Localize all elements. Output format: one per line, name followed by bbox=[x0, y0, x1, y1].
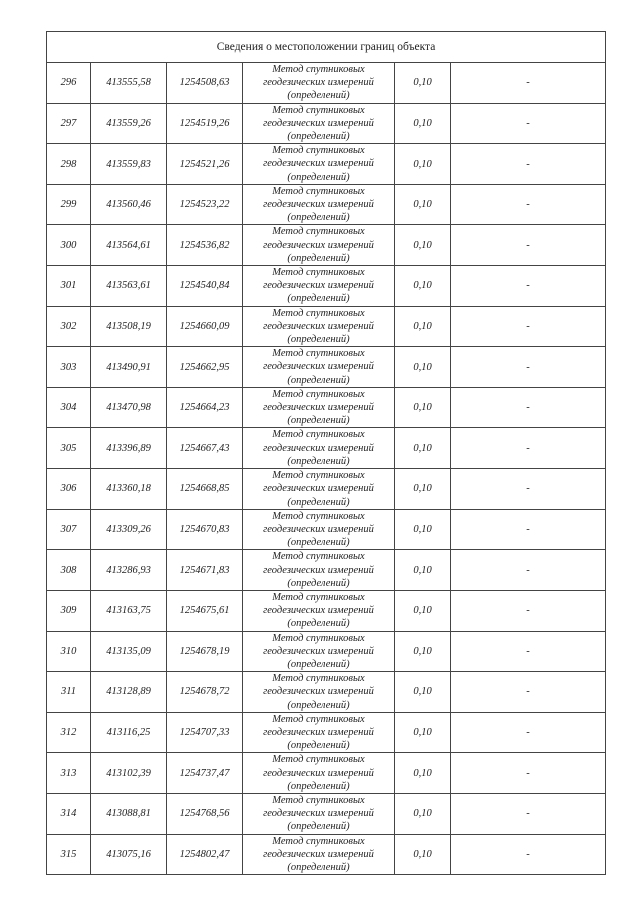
method-cell bbox=[243, 387, 395, 428]
coordinate-y-cell: 1254802,47 bbox=[167, 834, 243, 875]
document-page bbox=[46, 31, 605, 875]
accuracy-cell: 0,10 bbox=[395, 509, 451, 550]
method-line: Метод спутниковых bbox=[272, 429, 365, 441]
method-line: Метод спутниковых bbox=[272, 307, 365, 319]
method-line: Метод спутниковых bbox=[272, 267, 365, 279]
method-cell bbox=[243, 103, 395, 144]
point-number-cell: 315 bbox=[47, 834, 91, 875]
point-number-cell: 310 bbox=[47, 631, 91, 672]
method-line: геодезических измерений bbox=[263, 726, 374, 738]
coordinate-x-cell: 413102,39 bbox=[91, 753, 167, 794]
accuracy-cell: 0,10 bbox=[395, 306, 451, 347]
coordinate-x-cell: 413360,18 bbox=[91, 469, 167, 510]
method-line: геодезических измерений bbox=[263, 605, 374, 617]
method-line: Метод спутниковых bbox=[272, 591, 365, 603]
note-cell: - bbox=[451, 387, 606, 428]
note-cell: - bbox=[451, 428, 606, 469]
coordinate-x-cell: 413286,93 bbox=[91, 550, 167, 591]
method-line: геодезических измерений bbox=[263, 442, 374, 454]
method-line: (определений) bbox=[287, 577, 350, 589]
point-number-cell: 312 bbox=[47, 712, 91, 753]
note-cell: - bbox=[451, 266, 606, 307]
method-cell bbox=[243, 834, 395, 875]
point-number-cell: 300 bbox=[47, 225, 91, 266]
accuracy-cell: 0,10 bbox=[395, 672, 451, 713]
method-line: (определений) bbox=[287, 131, 350, 143]
point-number-cell: 307 bbox=[47, 509, 91, 550]
note-cell: - bbox=[451, 793, 606, 834]
method-cell bbox=[243, 590, 395, 631]
coordinate-y-cell: 1254668,85 bbox=[167, 469, 243, 510]
accuracy-cell: 0,10 bbox=[395, 550, 451, 591]
coordinate-x-cell: 413163,75 bbox=[91, 590, 167, 631]
method-cell bbox=[243, 184, 395, 225]
method-line: геодезических измерений bbox=[263, 483, 374, 495]
method-line: (определений) bbox=[287, 171, 350, 183]
method-cell bbox=[243, 631, 395, 672]
coordinate-x-cell: 413116,25 bbox=[91, 712, 167, 753]
method-line: геодезических измерений bbox=[263, 523, 374, 535]
coordinate-x-cell: 413088,81 bbox=[91, 793, 167, 834]
coordinate-x-cell: 413555,58 bbox=[91, 63, 167, 104]
coordinate-y-cell: 1254678,19 bbox=[167, 631, 243, 672]
method-line: (определений) bbox=[287, 334, 350, 346]
coordinate-y-cell: 1254664,23 bbox=[167, 387, 243, 428]
coordinate-y-cell: 1254667,43 bbox=[167, 428, 243, 469]
note-cell: - bbox=[451, 712, 606, 753]
table-row bbox=[47, 225, 606, 266]
accuracy-cell: 0,10 bbox=[395, 387, 451, 428]
method-cell bbox=[243, 712, 395, 753]
accuracy-cell: 0,10 bbox=[395, 225, 451, 266]
method-cell bbox=[243, 225, 395, 266]
note-cell: - bbox=[451, 306, 606, 347]
method-line: геодезических измерений bbox=[263, 808, 374, 820]
method-cell bbox=[243, 753, 395, 794]
table-row bbox=[47, 103, 606, 144]
point-number-cell: 299 bbox=[47, 184, 91, 225]
method-line: геодезических измерений bbox=[263, 645, 374, 657]
method-line: Метод спутниковых bbox=[272, 64, 365, 75]
coordinate-x-cell: 413470,98 bbox=[91, 387, 167, 428]
coordinate-y-cell: 1254662,95 bbox=[167, 347, 243, 388]
method-line: геодезических измерений bbox=[263, 686, 374, 698]
method-line: (определений) bbox=[287, 821, 350, 833]
accuracy-cell: 0,10 bbox=[395, 144, 451, 185]
method-cell bbox=[243, 509, 395, 550]
table-row bbox=[47, 753, 606, 794]
method-line: Метод спутниковых bbox=[272, 835, 365, 847]
table-row bbox=[47, 184, 606, 225]
coordinate-x-cell: 413563,61 bbox=[91, 266, 167, 307]
note-cell: - bbox=[451, 225, 606, 266]
method-cell bbox=[243, 347, 395, 388]
method-line: геодезических измерений bbox=[263, 158, 374, 170]
coordinate-y-cell: 1254508,63 bbox=[167, 63, 243, 104]
method-line: (определений) bbox=[287, 293, 350, 305]
coordinate-y-cell: 1254536,82 bbox=[167, 225, 243, 266]
table-row bbox=[47, 550, 606, 591]
point-number-cell: 298 bbox=[47, 144, 91, 185]
method-line: Метод спутниковых bbox=[272, 632, 365, 644]
accuracy-cell: 0,10 bbox=[395, 631, 451, 672]
method-line: Метод спутниковых bbox=[272, 104, 365, 116]
point-number-cell: 311 bbox=[47, 672, 91, 713]
method-line: Метод спутниковых bbox=[272, 754, 365, 766]
point-number-cell: 313 bbox=[47, 753, 91, 794]
method-cell bbox=[243, 266, 395, 307]
method-cell bbox=[243, 550, 395, 591]
table-row bbox=[47, 63, 606, 104]
method-line: Метод спутниковых bbox=[272, 348, 365, 360]
note-cell: - bbox=[451, 103, 606, 144]
table-row bbox=[47, 712, 606, 753]
method-line: (определений) bbox=[287, 537, 350, 549]
note-cell: - bbox=[451, 63, 606, 104]
note-cell: - bbox=[451, 509, 606, 550]
table-row bbox=[47, 834, 606, 875]
coordinate-x-cell: 413559,83 bbox=[91, 144, 167, 185]
table-row bbox=[47, 793, 606, 834]
note-cell: - bbox=[451, 834, 606, 875]
note-cell: - bbox=[451, 347, 606, 388]
coordinate-y-cell: 1254540,84 bbox=[167, 266, 243, 307]
table-row bbox=[47, 306, 606, 347]
method-line: Метод спутниковых bbox=[272, 794, 365, 806]
table-body bbox=[47, 63, 606, 875]
method-line: Метод спутниковых bbox=[272, 185, 365, 197]
method-line: (определений) bbox=[287, 658, 350, 670]
method-line: (определений) bbox=[287, 699, 350, 711]
accuracy-cell: 0,10 bbox=[395, 103, 451, 144]
boundary-coordinates-table bbox=[46, 31, 606, 875]
method-line: (определений) bbox=[287, 618, 350, 630]
method-cell bbox=[243, 672, 395, 713]
accuracy-cell: 0,10 bbox=[395, 63, 451, 104]
method-line: Метод спутниковых bbox=[272, 673, 365, 685]
accuracy-cell: 0,10 bbox=[395, 793, 451, 834]
method-line: Метод спутниковых bbox=[272, 226, 365, 238]
coordinate-y-cell: 1254521,26 bbox=[167, 144, 243, 185]
method-line: Метод спутниковых bbox=[272, 713, 365, 725]
coordinate-x-cell: 413490,91 bbox=[91, 347, 167, 388]
method-line: (определений) bbox=[287, 780, 350, 792]
coordinate-y-cell: 1254523,22 bbox=[167, 184, 243, 225]
table-row bbox=[47, 266, 606, 307]
method-line: Метод спутниковых bbox=[272, 551, 365, 563]
method-cell bbox=[243, 793, 395, 834]
method-line: геодезических измерений bbox=[263, 767, 374, 779]
coordinate-y-cell: 1254519,26 bbox=[167, 103, 243, 144]
point-number-cell: 308 bbox=[47, 550, 91, 591]
method-line: Метод спутниковых bbox=[272, 388, 365, 400]
note-cell: - bbox=[451, 184, 606, 225]
table-row bbox=[47, 347, 606, 388]
table-row bbox=[47, 509, 606, 550]
method-line: геодезических измерений bbox=[263, 402, 374, 414]
point-number-cell: 305 bbox=[47, 428, 91, 469]
coordinate-x-cell: 413559,26 bbox=[91, 103, 167, 144]
method-cell bbox=[243, 306, 395, 347]
coordinate-y-cell: 1254737,47 bbox=[167, 753, 243, 794]
method-line: (определений) bbox=[287, 496, 350, 508]
coordinate-x-cell: 413309,26 bbox=[91, 509, 167, 550]
table-row bbox=[47, 672, 606, 713]
method-line: геодезических измерений bbox=[263, 280, 374, 292]
accuracy-cell: 0,10 bbox=[395, 184, 451, 225]
method-line: геодезических измерений bbox=[263, 117, 374, 129]
point-number-cell: 297 bbox=[47, 103, 91, 144]
method-line: (определений) bbox=[287, 415, 350, 427]
method-line: геодезических измерений bbox=[263, 564, 374, 576]
note-cell: - bbox=[451, 144, 606, 185]
coordinate-x-cell: 413396,89 bbox=[91, 428, 167, 469]
coordinate-y-cell: 1254670,83 bbox=[167, 509, 243, 550]
accuracy-cell: 0,10 bbox=[395, 712, 451, 753]
coordinate-y-cell: 1254707,33 bbox=[167, 712, 243, 753]
method-line: Метод спутниковых bbox=[272, 510, 365, 522]
table-row bbox=[47, 631, 606, 672]
table-row bbox=[47, 590, 606, 631]
coordinate-x-cell: 413075,16 bbox=[91, 834, 167, 875]
method-line: геодезических измерений bbox=[263, 199, 374, 211]
note-cell: - bbox=[451, 469, 606, 510]
accuracy-cell: 0,10 bbox=[395, 753, 451, 794]
table-title: Сведения о местоположении границ объекта bbox=[47, 32, 606, 63]
coordinate-y-cell: 1254768,56 bbox=[167, 793, 243, 834]
note-cell: - bbox=[451, 590, 606, 631]
method-cell bbox=[243, 63, 395, 104]
method-line: геодезических измерений bbox=[263, 848, 374, 860]
point-number-cell: 302 bbox=[47, 306, 91, 347]
coordinate-y-cell: 1254671,83 bbox=[167, 550, 243, 591]
coordinate-x-cell: 413560,46 bbox=[91, 184, 167, 225]
method-line: геодезических измерений bbox=[263, 361, 374, 373]
point-number-cell: 314 bbox=[47, 793, 91, 834]
note-cell: - bbox=[451, 631, 606, 672]
method-cell bbox=[243, 428, 395, 469]
coordinate-y-cell: 1254660,09 bbox=[167, 306, 243, 347]
coordinate-x-cell: 413508,19 bbox=[91, 306, 167, 347]
accuracy-cell: 0,10 bbox=[395, 428, 451, 469]
accuracy-cell: 0,10 bbox=[395, 834, 451, 875]
method-line: (определений) bbox=[287, 455, 350, 467]
method-line: (определений) bbox=[287, 861, 350, 873]
method-line: (определений) bbox=[287, 740, 350, 752]
point-number-cell: 301 bbox=[47, 266, 91, 307]
method-line: Метод спутниковых bbox=[272, 470, 365, 482]
method-cell bbox=[243, 144, 395, 185]
method-line: (определений) bbox=[287, 90, 350, 102]
table-row bbox=[47, 469, 606, 510]
method-line: (определений) bbox=[287, 252, 350, 264]
coordinate-y-cell: 1254675,61 bbox=[167, 590, 243, 631]
point-number-cell: 303 bbox=[47, 347, 91, 388]
note-cell: - bbox=[451, 550, 606, 591]
method-cell bbox=[243, 469, 395, 510]
table-row bbox=[47, 144, 606, 185]
coordinate-x-cell: 413564,61 bbox=[91, 225, 167, 266]
method-line: (определений) bbox=[287, 212, 350, 224]
coordinate-x-cell: 413135,09 bbox=[91, 631, 167, 672]
accuracy-cell: 0,10 bbox=[395, 347, 451, 388]
coordinate-x-cell: 413128,89 bbox=[91, 672, 167, 713]
method-line: геодезических измерений bbox=[263, 239, 374, 251]
table-row bbox=[47, 428, 606, 469]
accuracy-cell: 0,10 bbox=[395, 266, 451, 307]
table-row bbox=[47, 387, 606, 428]
point-number-cell: 296 bbox=[47, 63, 91, 104]
method-line: геодезических измерений bbox=[263, 320, 374, 332]
accuracy-cell: 0,10 bbox=[395, 590, 451, 631]
note-cell: - bbox=[451, 753, 606, 794]
accuracy-cell: 0,10 bbox=[395, 469, 451, 510]
method-line: (определений) bbox=[287, 374, 350, 386]
point-number-cell: 306 bbox=[47, 469, 91, 510]
method-line: геодезических измерений bbox=[263, 77, 374, 89]
point-number-cell: 309 bbox=[47, 590, 91, 631]
note-cell: - bbox=[451, 672, 606, 713]
method-line: Метод спутниковых bbox=[272, 145, 365, 157]
point-number-cell: 304 bbox=[47, 387, 91, 428]
coordinate-y-cell: 1254678,72 bbox=[167, 672, 243, 713]
